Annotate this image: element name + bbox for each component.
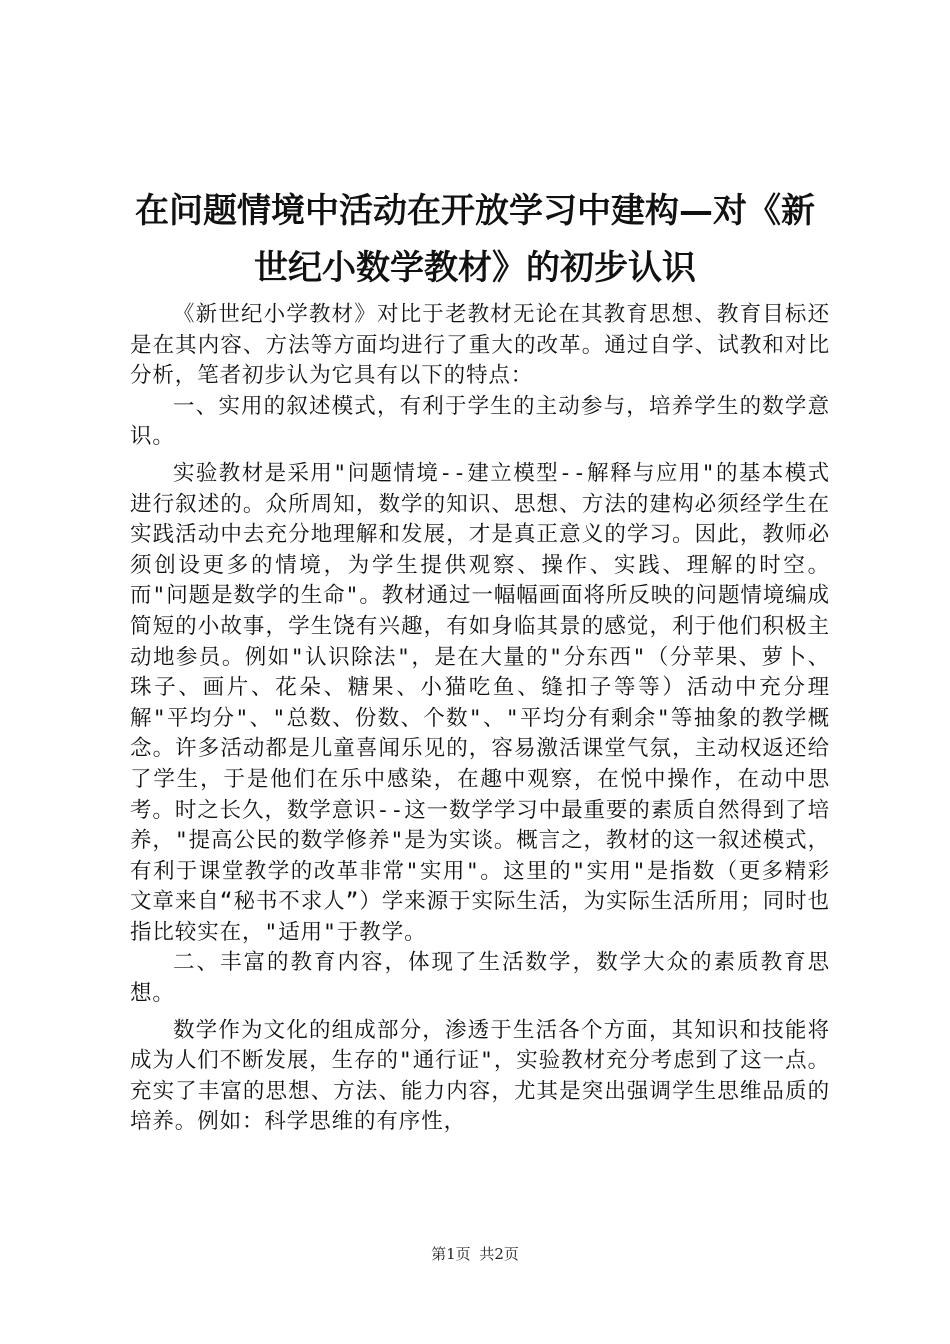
document-body	[130, 300, 830, 1138]
section-heading-2: 二、丰富的教育内容，体现了生活数学，数学大众的素质教育思想。	[130, 950, 830, 1007]
document-title	[110, 183, 840, 297]
page-number: 第1页	[431, 1245, 471, 1263]
intro-paragraph: 《新世纪小学教材》对比于老教材无论在其教育思想、教育目标还是在其内容、方法等方面均进行了重大的改革。通过自学、试教和对比分析，笔者初步认为它具有以下的特点：	[130, 302, 830, 389]
body-paragraph-2: 数学作为文化的组成部分，渗透于生活各个方面，其知识和技能将成为人们不断发展，生存的"通行证"，实验教材充分考虑到了这一点。充实了丰富的思想、方法、能力内容，尤其是突出强调学生思维品质的培养。例如：科学思维的有序性，	[130, 1017, 830, 1135]
body-paragraph-1: 实验教材是采用"问题情境--建立模型--解释与应用"的基本模式进行叙述的。众所周知，数学的知识、思想、方法的建构必须经学生在实践活动中去充分地理解和发展，才是真正意义的学习。因此，教师必须创设更多的情境，为学生提供观察、操作、实践、理解的时空。而"问题是数学的生命"。教材通过一幅幅画面将所反映的问题情境编成简短的小故事，学生饶有兴趣，有如身临其景的感觉，利于他们积极主动地参员。例如"认识除法"，是在大量的"分东西"（分苹果、萝卜、珠子、画片、花朵、糖果、小猫吃鱼、缝扣子等等）活动中充分理解"平均分"、"总数、份数、个数"、"平均分有剩余"等抽象的教学概念。许多活动都是儿童喜闻乐见的，容易激活课堂气氛，主动权返还给了学生，于是他们在乐中感染，在趣中观察，在悦中操作，在动中思考。时之长久，数学意识--这一数学学习中最重要的素质自然得到了培养，"提高公民的数学修养"是为实谈。概言之，教材的这一叙述模式，有利于课堂教学的改革非常"实用"。这里的"实用"是指数（更多精彩文章来自“秘书不求人”）学来源于实际生活，为实际生活所用；同时也指比较实在，"适用"于教学。	[130, 460, 830, 945]
section-heading-1: 一、实用的叙述模式，有利于学生的主动参与，培养学生的数学意识。	[130, 393, 830, 450]
title-line-2: 世纪小数学教材》的初步认识	[254, 248, 696, 288]
page-total: 共2页	[479, 1245, 519, 1263]
title-line-1: 在问题情境中活动在开放学习中建构—对《新	[135, 191, 815, 231]
page-footer	[0, 1243, 950, 1264]
